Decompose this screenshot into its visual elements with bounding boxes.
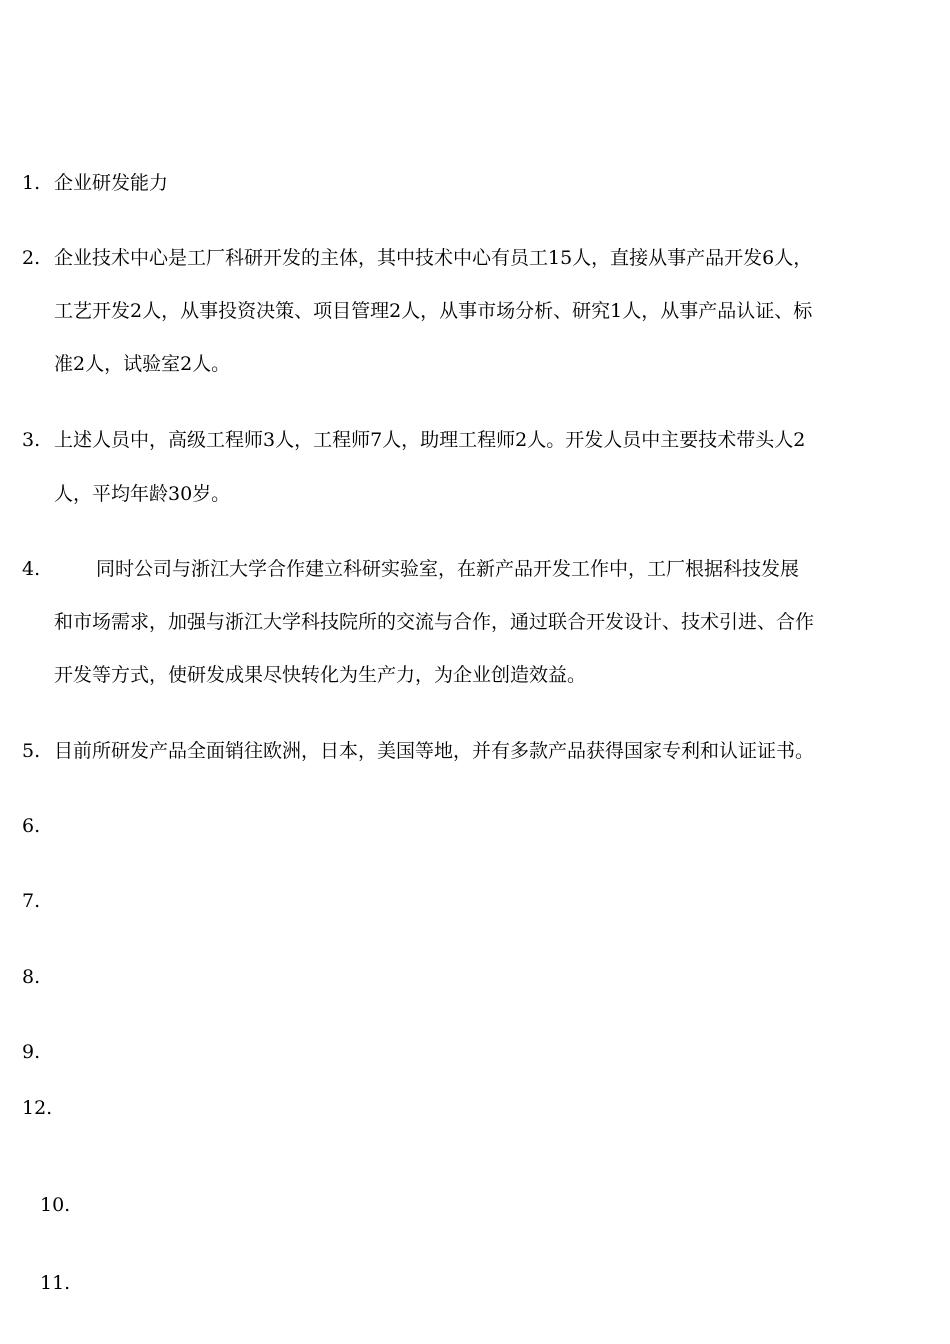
item-2-line-1: 企业技术中心是工厂科研开发的主体，其中技术中心有员工15人，直接从事产品开发6人， bbox=[54, 247, 813, 269]
list-number-5: 5. bbox=[22, 740, 41, 762]
item-2-line-2: 工艺开发2人，从事投资决策、项目管理2人，从事市场分析、研究1人，从事产品认证、标 bbox=[54, 300, 813, 322]
list-number-1: 1. bbox=[22, 172, 41, 194]
list-number-9: 9. bbox=[22, 1041, 41, 1063]
item-1-line-1: 企业研发能力 bbox=[54, 172, 169, 194]
item-3-line-1: 上述人员中，高级工程师3人，工程师7人，助理工程师2人。开发人员中主要技术带头人2 bbox=[54, 429, 806, 451]
list-number-11: 11. bbox=[40, 1272, 71, 1294]
list-number-10: 10. bbox=[40, 1194, 71, 1216]
list-number-3: 3. bbox=[22, 429, 41, 451]
item-4-line-1: 同时公司与浙江大学合作建立科研实验室，在新产品开发工作中，工厂根据科技发展 bbox=[96, 558, 800, 580]
list-number-2: 2. bbox=[22, 247, 41, 269]
list-number-4: 4. bbox=[22, 558, 41, 580]
item-4-line-2: 和市场需求，加强与浙江大学科技院所的交流与合作，通过联合开发设计、技术引进、合作 bbox=[54, 611, 815, 633]
list-number-6: 6. bbox=[22, 815, 41, 837]
item-5-line-1: 目前所研发产品全面销往欧洲，日本，美国等地，并有多款产品获得国家专利和认证证书。 bbox=[54, 740, 815, 762]
item-3-line-2: 人，平均年龄30岁。 bbox=[54, 483, 231, 505]
item-4-line-3: 开发等方式，使研发成果尽快转化为生产力，为企业创造效益。 bbox=[54, 664, 587, 686]
list-number-8: 8. bbox=[22, 966, 41, 988]
item-2-line-3: 准2人，试验室2人。 bbox=[54, 353, 231, 375]
list-number-12: 12. bbox=[22, 1097, 53, 1119]
list-number-7: 7. bbox=[22, 890, 41, 912]
